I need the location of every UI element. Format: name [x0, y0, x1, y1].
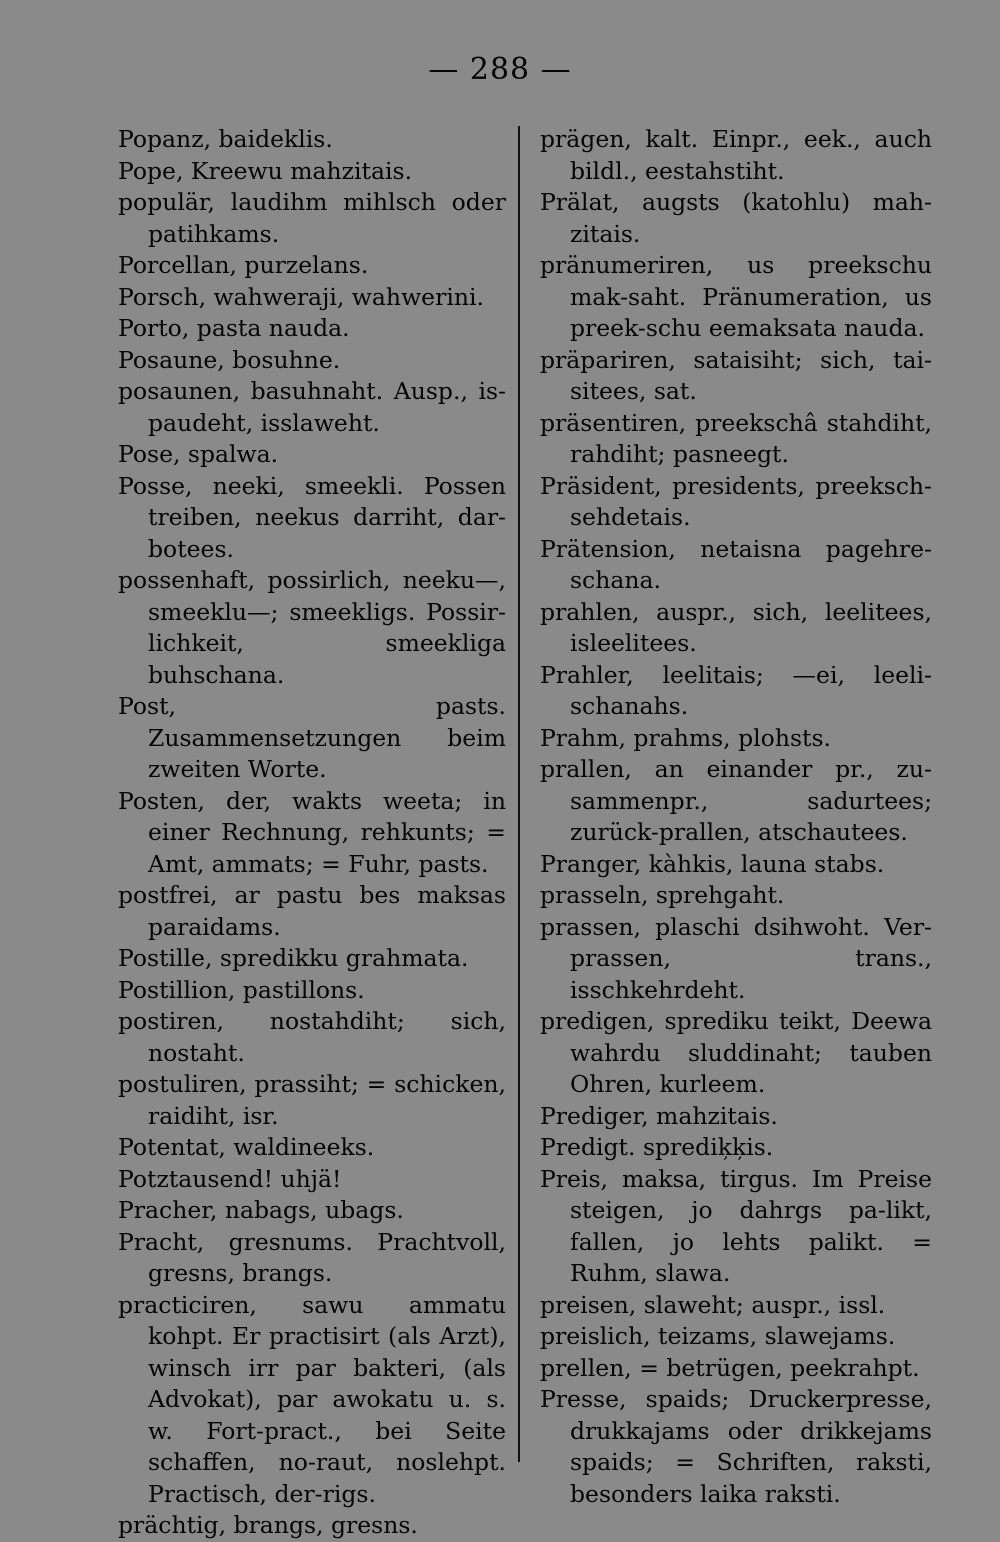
dictionary-entry: Post, pasts. Zusammensetzungen beim zweiten Worte.	[118, 692, 506, 783]
dictionary-entry: prächtig, brangs, gresns.	[118, 1511, 418, 1539]
dictionary-entry: Prediger, mahzitais.	[540, 1101, 778, 1130]
dictionary-entry: Porcellan, purzelans.	[118, 251, 369, 279]
dictionary-entry: predigen, sprediku teikt, Deewa wahrdu sluddinaht; tauben Ohren, kurleem.	[540, 1007, 932, 1098]
dictionary-entry: prellen, = betrügen, peekrahpt.	[540, 1353, 920, 1382]
dictionary-entry: Potentat, waldineeks.	[118, 1133, 375, 1161]
dictionary-entry: preislich, teizams, slawejams.	[540, 1322, 896, 1350]
dictionary-entry: posaunen, basuhnaht. Ausp., is-paudeht, isslaweht.	[118, 377, 506, 437]
dictionary-entry: possenhaft, possirlich, neeku—, smeeklu—; smeekligs. Possir-lichkeit, smeekliga buhschana.	[118, 566, 506, 689]
dictionary-entry: preisen, slaweht; auspr., issl.	[540, 1290, 886, 1319]
left-column	[118, 124, 506, 1542]
page-number: — 288 —	[428, 52, 572, 87]
dictionary-entry: prasseln, sprehgaht.	[540, 881, 785, 909]
dictionary-entry: Porsch, wahweraji, wahwerini.	[118, 282, 484, 311]
dictionary-entry: Predigt. sprediķķis.	[540, 1133, 774, 1161]
dictionary-entry: pränumeriren, us preekschu mak-saht. Pränumeration, us preek-schu eemaksata nauda.	[540, 251, 932, 342]
dictionary-entry: Pracher, nabags, ubags.	[118, 1196, 404, 1224]
dictionary-entry: populär, laudihm mihlsch oder patihkams.	[118, 188, 506, 248]
dictionary-entry: präpariren, sataisiht; sich, tai-sitees, sat.	[540, 345, 932, 405]
dictionary-entry: Popanz, baideklis.	[118, 125, 333, 153]
right-column	[540, 124, 932, 1510]
dictionary-entry: Pracht, gresnums. Prachtvoll, gresns, brangs.	[118, 1227, 506, 1287]
dictionary-entry: Pose, spalwa.	[118, 440, 279, 468]
dictionary-entry: präsentiren, preekschâ stahdiht, rahdiht; pasneegt.	[540, 408, 932, 468]
dictionary-entry: Präsident, presidents, preeksch-sehdetais.	[540, 471, 932, 531]
dictionary-entry: Prahm, prahms, plohsts.	[540, 723, 831, 752]
dictionary-entry: Preis, maksa, tirgus. Im Preise steigen, jo dahrgs pa-likt, fallen, jo lehts palikt. = Ruhm, slawa.	[540, 1164, 932, 1287]
dictionary-entry: Pope, Kreewu mahzitais.	[118, 156, 413, 185]
dictionary-entry: Postillion, pastillons.	[118, 975, 365, 1004]
dictionary-entry: Prätension, netaisna pagehre-schana.	[540, 534, 932, 594]
dictionary-entry: Posse, neeki, smeekli. Possen treiben, neekus darriht, dar-botees.	[118, 471, 506, 563]
dictionary-entry: postuliren, prassiht; = schicken, raidiht, isr.	[118, 1070, 506, 1130]
dictionary-entry: prassen, plaschi dsihwoht. Ver-prassen, trans., isschkehrdeht.	[540, 912, 932, 1004]
dictionary-entry: Presse, spaids; Druckerpresse, drukkajams oder drikkejams spaids; = Schriften, raksti, besonders laika raksti.	[540, 1385, 932, 1508]
dictionary-entry: Potztausend! uhjä!	[118, 1164, 342, 1193]
dictionary-entry: postfrei, ar pastu bes maksas paraidams.	[118, 881, 506, 941]
dictionary-entry: Porto, pasta nauda.	[118, 314, 350, 342]
dictionary-entry: prägen, kalt. Einpr., eek., auch bildl., eestahstiht.	[540, 125, 932, 185]
dictionary-entry: Posten, der, wakts weeta; in einer Rechnung, rehkunts; = Amt, ammats; = Fuhr, pasts.	[118, 786, 506, 878]
dictionary-entry: Pranger, kàhkis, launa stabs.	[540, 849, 885, 878]
dictionary-entry: practiciren, sawu ammatu kohpt. Er practisirt (als Arzt), winsch irr par bakteri, (als Advokat), par awokatu u. s. w. Fort-pract., bei Seite schaffen, no-raut, noslehpt. Practisch, der-rigs.	[118, 1290, 506, 1508]
dictionary-entry: Postille, spredikku grahmata.	[118, 944, 469, 972]
dictionary-entry: Prahler, leelitais; —ei, leeli-schanahs.	[540, 660, 932, 720]
column-divider	[518, 126, 520, 1462]
dictionary-entry: Prälat, augsts (katohlu) mah-zitais.	[540, 188, 932, 248]
dictionary-entry: Posaune, bosuhne.	[118, 345, 341, 374]
dictionary-entry: postiren, nostahdiht; sich, nostaht.	[118, 1007, 506, 1067]
dictionary-entry: prahlen, auspr., sich, leelitees, isleelitees.	[540, 597, 932, 657]
dictionary-entry: prallen, an einander pr., zu-sammenpr., sadurtees; zurück-prallen, atschautees.	[540, 755, 932, 846]
